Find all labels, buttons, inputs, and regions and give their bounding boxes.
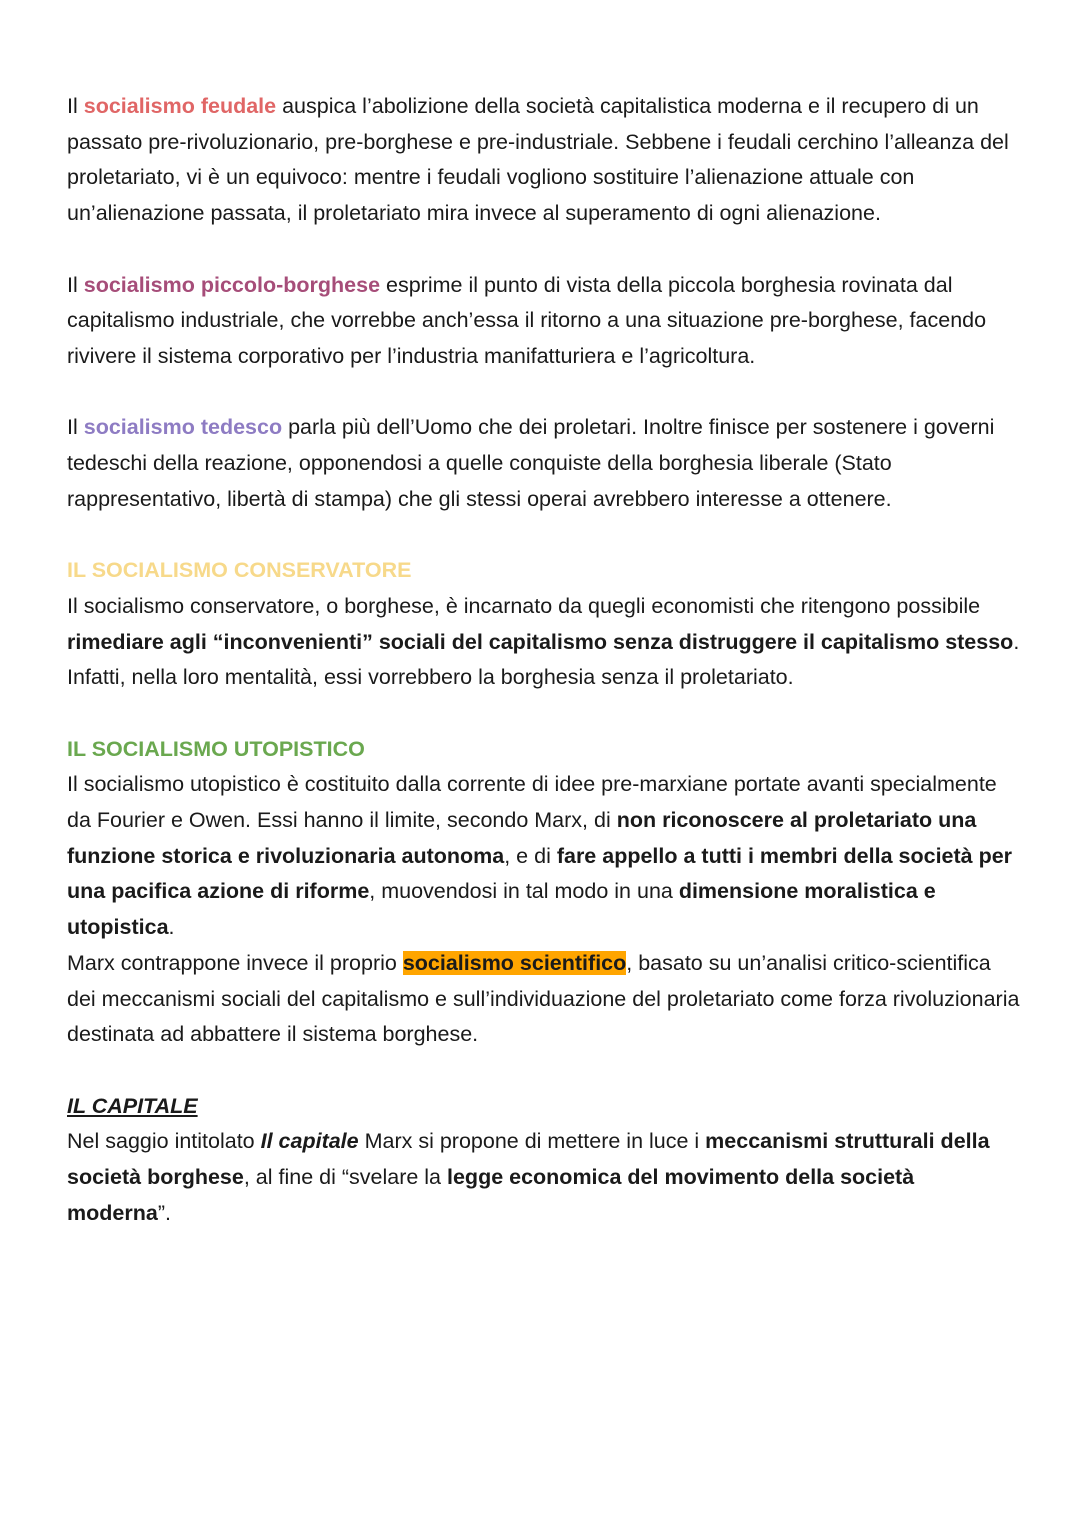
heading-socialismo-utopistico: IL SOCIALISMO UTOPISTICO [67, 736, 365, 761]
paragraph-socialismo-tedesco: Il socialismo tedesco parla più dell’Uomo che dei proletari. Inoltre finisce per sostenere i governi tedeschi della reazione, opponendosi a quelle conquiste della borghesia liberale (Stato rappresentativo, libertà di stampa) che gli stessi operai avrebbero interesse a ottenere. [67, 415, 995, 511]
book-title: Il capitale [260, 1129, 359, 1154]
term-socialismo-piccolo-borghese: socialismo piccolo-borghese [83, 272, 381, 297]
paragraph-socialismo-conservatore: Il socialismo conservatore, o borghese, è incarnato da quegli economisti che ritengono possibile rimediare agli “inconvenienti” sociali del capitalismo senza distruggere il capitalismo stesso. Infatti, nella loro mentalità, essi vorrebbero la borghesia senza il proletariato. [67, 593, 1020, 690]
paragraph-socialismo-feudale: Il socialismo feudale auspica l’abolizione della società capitalistica moderna e il recupero di un passato pre-rivoluzionario, pre-borghese e pre-industriale. Sebbene i feudali cerchino l’alleanza del proletariato, vi è un equivoco: mentre i feudali vogliono sostituire l’alienazione attuale con un’alienazione passata, il proletariato mira invece al superamento di ogni alienazione. [67, 94, 1009, 226]
paragraph-socialismo-utopistico: Il socialismo utopistico è costituito dalla corrente di idee pre-marxiane portate avanti specialmente da Fourier e Owen. Essi hanno il limite, secondo Marx, di non riconoscere al proletariato una funzione storica e rivoluzionaria autonoma, e di fare appello a tutti i membri della società per una pacifica azione di riforme, muovendosi in tal modo in una dimensione moralistica e utopistica. [67, 772, 1013, 940]
term-socialismo-tedesco: socialismo tedesco [83, 415, 283, 440]
heading-socialismo-conservatore: IL SOCIALISMO CONSERVATORE [67, 558, 412, 583]
term-socialismo-feudale: socialismo feudale [83, 94, 277, 118]
paragraph-il-capitale: Nel saggio intitolato Il capitale Marx si propone di mettere in luce i meccanismi strutturali della società borghese, al fine di “svelare la legge economica del movimento della società moderna”. [67, 1129, 990, 1225]
highlight-socialismo-scientifico: socialismo scientifico [402, 950, 627, 975]
paragraph-socialismo-scientifico: Marx contrappone invece il proprio socialismo scientifico, basato su un’analisi critico-scientifica dei meccanismi sociali del capitalismo e sull’individuazione del proletariato come forza rivoluzionaria destinata ad abbattere il sistema borghese. [67, 950, 1020, 1047]
heading-il-capitale: IL CAPITALE [67, 1093, 198, 1118]
paragraph-socialismo-piccolo-borghese: Il socialismo piccolo-borghese esprime il punto di vista della piccola borghesia rovinata dal capitalismo industriale, che vorrebbe anch’essa il ritorno a una situazione pre-borghese, facendo rivivere il sistema corporativo per l’industria manifatturiera e l’agricoltura. [67, 272, 987, 368]
